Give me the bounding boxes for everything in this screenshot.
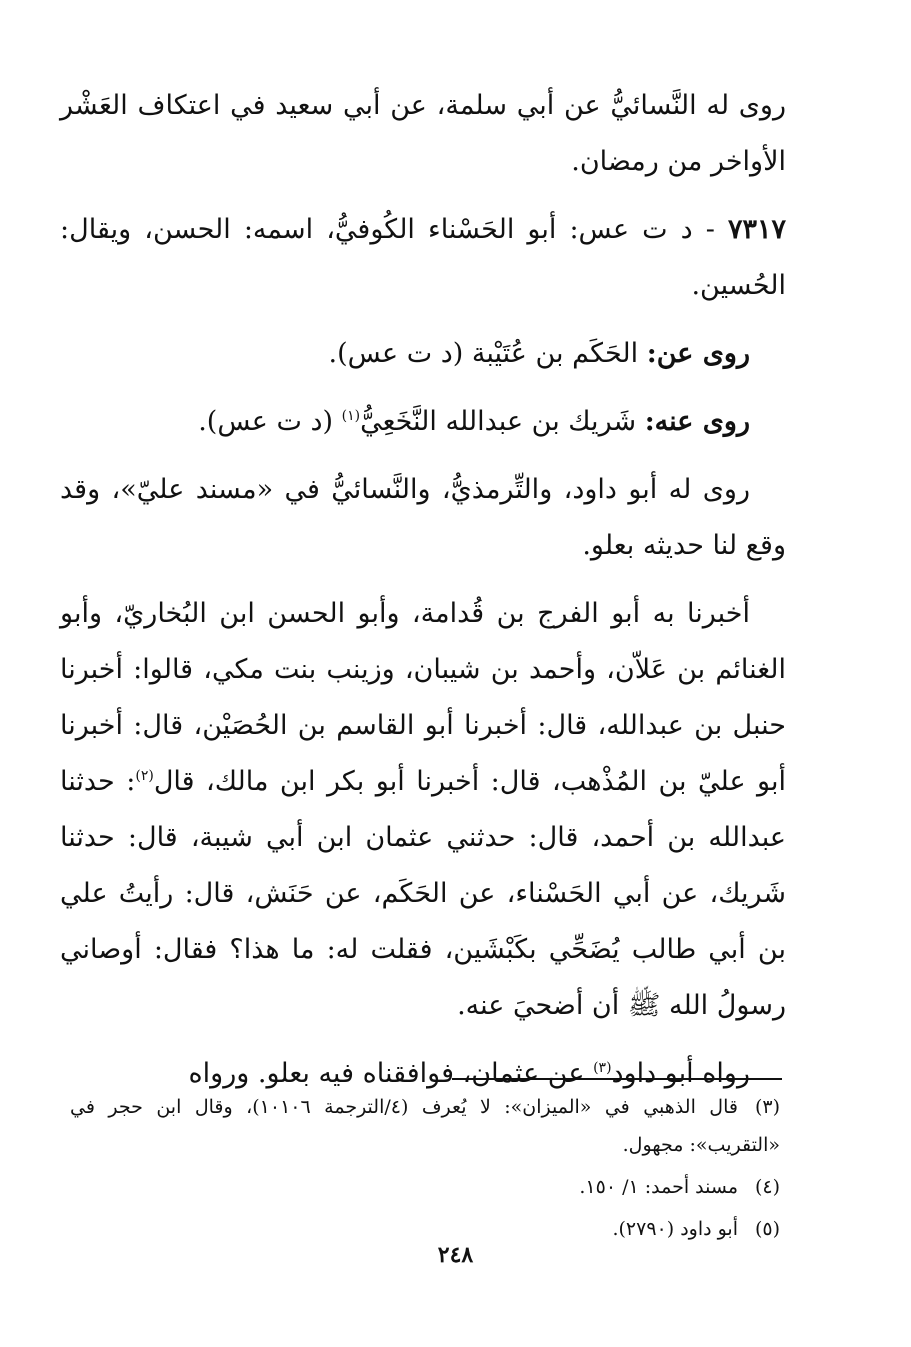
footnote-number: (٤)	[754, 1176, 780, 1198]
narrated-by-sigla: (د ت عس).	[198, 406, 334, 437]
paragraph-isnad	[60, 586, 786, 1034]
narrated-by-text: شَريك بن عبدالله النَّخَعِيُّ	[360, 406, 637, 437]
narrated-from-text: الحَكَم بن عُتَيْبة (د ت عس).	[328, 338, 639, 369]
main-text	[60, 78, 786, 1114]
riwaya-text-a: رواه أبو داود	[611, 1058, 750, 1089]
paragraph-intro: روى له النَّسائيُّ عن أبي سلمة، عن أبي سعيد في اعتكاف العَشْر الأواخر من رمضان.	[60, 90, 786, 177]
isnad-text-a: أخبرنا به أبو الفرج بن قُدامة، وأبو الحسن ابن البُخاريّ، وأبو الغنائم بن عَلاّن، وأحمد بن شيبان، وزينب بنت مكي، قالوا: أخبرنا حنبل بن عبدالله، قال: أخبرنا أبو القاسم بن الحُصَيْن، قال: أخبرنا أبو عليّ بن المُذْهب، قال: أخبرنا أبو بكر ابن مالك، قال	[60, 598, 787, 797]
page-number: ٢٤٨	[437, 1242, 474, 1268]
footnotes	[70, 1088, 780, 1252]
footnote	[70, 1088, 780, 1164]
narrated-by-label: روى عنه:	[644, 406, 750, 437]
riwaya-text-b: عن عثمان، فوافقناه فيه بعلو. ورواه	[188, 1058, 585, 1089]
isnad-text-b: : حدثنا عبدالله بن أحمد، قال: حدثني عثمان ابن أبي شيبة، قال: حدثنا شَريك، عن أبي الحَسْناء، عن الحَكَم، عن حَنَش، قال: رأيتُ علي بن أبي طالب يُضَحِّي بكَبْشَين، فقلت له: ما هذا؟ فقال: أوصاني رسولُ الله ﷺ أن أضحيَ عنه.	[60, 766, 786, 1021]
footnote-divider	[452, 1078, 782, 1080]
entry-number: ٧٣١٧	[727, 214, 786, 245]
footnote-marker: (٣)	[593, 1060, 612, 1076]
footnote-text: قال الذهبي في «الميزان»: لا يُعرف (٤/الترجمة ١٠١٠٦)، وقال ابن حجر في «التقريب»: مجهول.	[70, 1096, 780, 1156]
narrated-from	[60, 326, 786, 382]
narrated-from-label: روى عن:	[646, 338, 750, 369]
narrated-by	[60, 394, 786, 450]
entry-heading	[60, 202, 786, 314]
footnote-marker: (١)	[341, 408, 361, 424]
footnote-marker: (٢)	[135, 768, 154, 784]
footnote-text: مسند أحمد: ١/ ١٥٠.	[579, 1176, 738, 1198]
footnote-number: (٣)	[754, 1096, 780, 1118]
footnote-number: (٥)	[754, 1218, 780, 1240]
footnote-text: أبو داود (٢٧٩٠).	[612, 1218, 738, 1240]
entry-text: - د ت عس: أبو الحَسْناء الكُوفيُّ، اسمه: الحسن، ويقال: الحُسين.	[60, 214, 786, 301]
footnote	[70, 1168, 780, 1206]
paragraph-narration: روى له أبو داود، والتِّرمذيُّ، والنَّسائيُّ في «مسند عليّ»، وقد وقع لنا حديثه بعلو.	[60, 474, 786, 561]
